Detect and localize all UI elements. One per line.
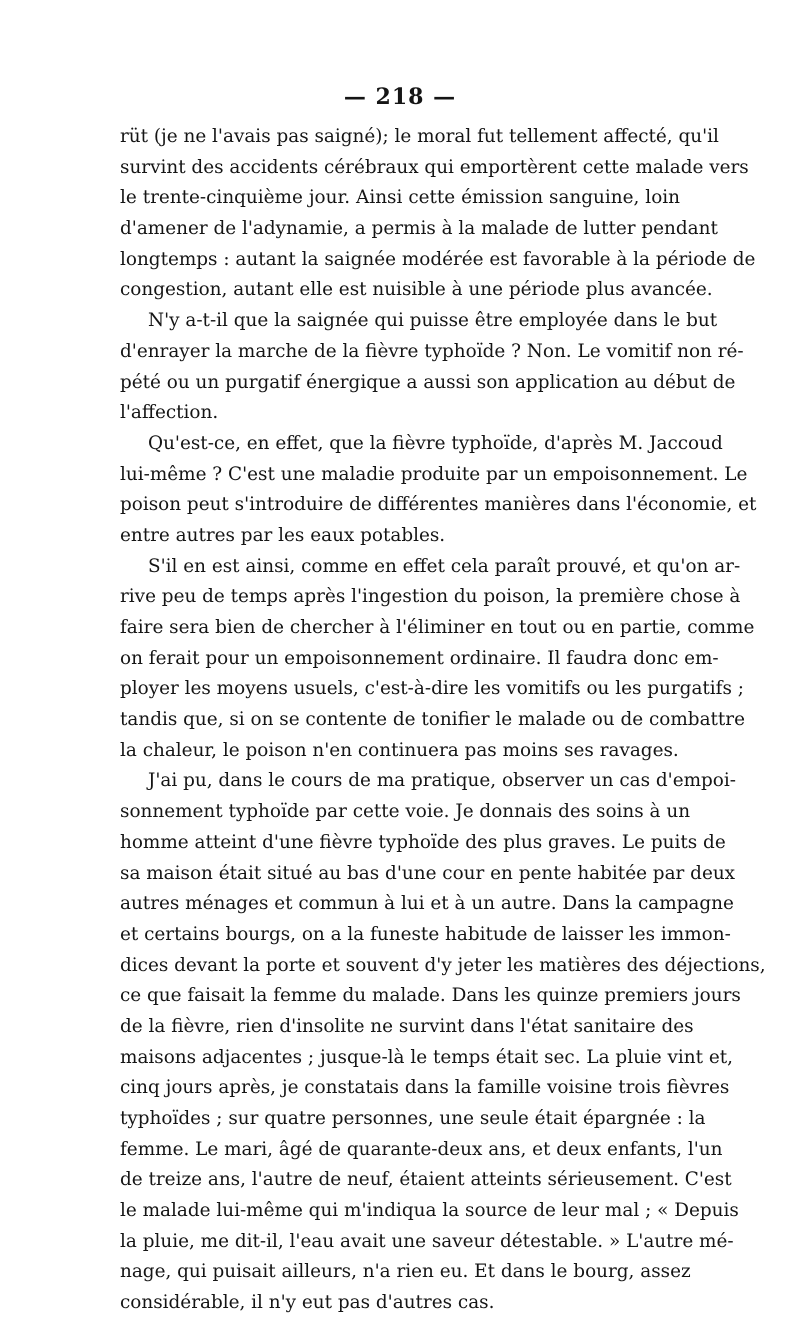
- text-line: d'enrayer la marche de la fièvre typhoïde ? Non. Le vomitif non ré-: [120, 340, 744, 362]
- text-line: entre autres par les eaux potables.: [120, 524, 446, 546]
- text-line: tandis que, si on se contente de tonifier le malade ou de combattre: [120, 709, 745, 731]
- text-line: l'affection.: [120, 402, 219, 424]
- text-line: et certains bourgs, on a la funeste habitude de laisser les immon-: [120, 923, 731, 945]
- text-line: survint des accidents cérébraux qui emportèrent cette malade vers: [120, 156, 749, 178]
- text-line: le malade lui-même qui m'indiqua la source de leur mal ; « Depuis: [120, 1200, 739, 1222]
- text-line: on ferait pour un empoisonnement ordinaire. Il faudra donc em-: [120, 647, 719, 669]
- text-line: sonnement typhoïde par cette voie. Je donnais des soins à un: [120, 801, 691, 823]
- text-line: poison peut s'introduire de différentes manières dans l'économie, et: [120, 494, 757, 516]
- text-line: typhoïdes ; sur quatre personnes, une seule était épargnée : la: [120, 1108, 706, 1129]
- text-line: d'amener de l'adynamie, a permis à la malade de lutter pendant: [120, 218, 718, 240]
- text-line: de la fièvre, rien d'insolite ne survint dans l'état sanitaire des: [120, 1015, 694, 1037]
- text-line: rüt (je ne l'avais pas saigné); le moral fut tellement affecté, qu'il: [120, 126, 719, 147]
- text-line: longtemps : autant la saignée modérée est favorable à la période de: [120, 248, 756, 270]
- text-line: faire sera bien de chercher à l'éliminer en tout ou en partie, comme: [120, 617, 755, 638]
- text-line: maisons adjacentes ; jusque-là le temps était sec. La pluie vint et,: [120, 1046, 733, 1068]
- text-line: congestion, autant elle est nuisible à une période plus avancée.: [120, 279, 713, 301]
- text-line: autres ménages et commun à lui et à un autre. Dans la campagne: [120, 893, 734, 915]
- text-line: rive peu de temps après l'ingestion du poison, la première chose à: [120, 586, 741, 608]
- text-line: N'y a-t-il que la saignée qui puisse être employée dans le but: [148, 310, 718, 332]
- text-line: Qu'est-ce, en effet, que la fièvre typhoïde, d'après M. Jaccoud: [148, 432, 723, 454]
- text-line: lui-même ? C'est une maladie produite par un empoisonnement. Le: [120, 463, 748, 485]
- text-line: S'il en est ainsi, comme en effet cela paraît prouvé, et qu'on ar-: [148, 555, 741, 577]
- text-line: la pluie, me dit-il, l'eau avait une saveur détestable. » L'autre mé-: [120, 1230, 734, 1252]
- text-line: cinq jours après, je constatais dans la famille voisine trois fièvres: [120, 1077, 730, 1099]
- text-line: ce que faisait la femme du malade. Dans les quinze premiers jours: [120, 985, 741, 1007]
- page-number: — 218 —: [343, 84, 457, 110]
- text-line: homme atteint d'une fièvre typhoïde des plus graves. Le puits de: [120, 831, 726, 853]
- body-text: [120, 122, 766, 1319]
- text-line: le trente-cinquième jour. Ainsi cette émission sanguine, loin: [120, 187, 680, 209]
- text-line: dices devant la porte et souvent d'y jeter les matières des déjections,: [120, 954, 766, 976]
- text-line: ployer les moyens usuels, c'est-à-dire les vomitifs ou les purgatifs ;: [120, 678, 744, 700]
- text-line: femme. Le mari, âgé de quarante-deux ans, et deux enfants, l'un: [120, 1138, 723, 1160]
- text-line: considérable, il n'y eut pas d'autres cas.: [120, 1292, 495, 1314]
- text-line: nage, qui puisait ailleurs, n'a rien eu. Et dans le bourg, assez: [120, 1261, 691, 1283]
- text-line: pété ou un purgatif énergique a aussi son application au début de: [120, 371, 736, 393]
- text-line: la chaleur, le poison n'en continuera pas moins ses ravages.: [120, 739, 679, 761]
- text-line: J'ai pu, dans le cours de ma pratique, observer un cas d'empoi-: [148, 770, 736, 792]
- text-line: sa maison était situé au bas d'une cour en pente habitée par deux: [120, 862, 736, 884]
- text-line: de treize ans, l'autre de neuf, étaient atteints sérieusement. C'est: [120, 1169, 732, 1191]
